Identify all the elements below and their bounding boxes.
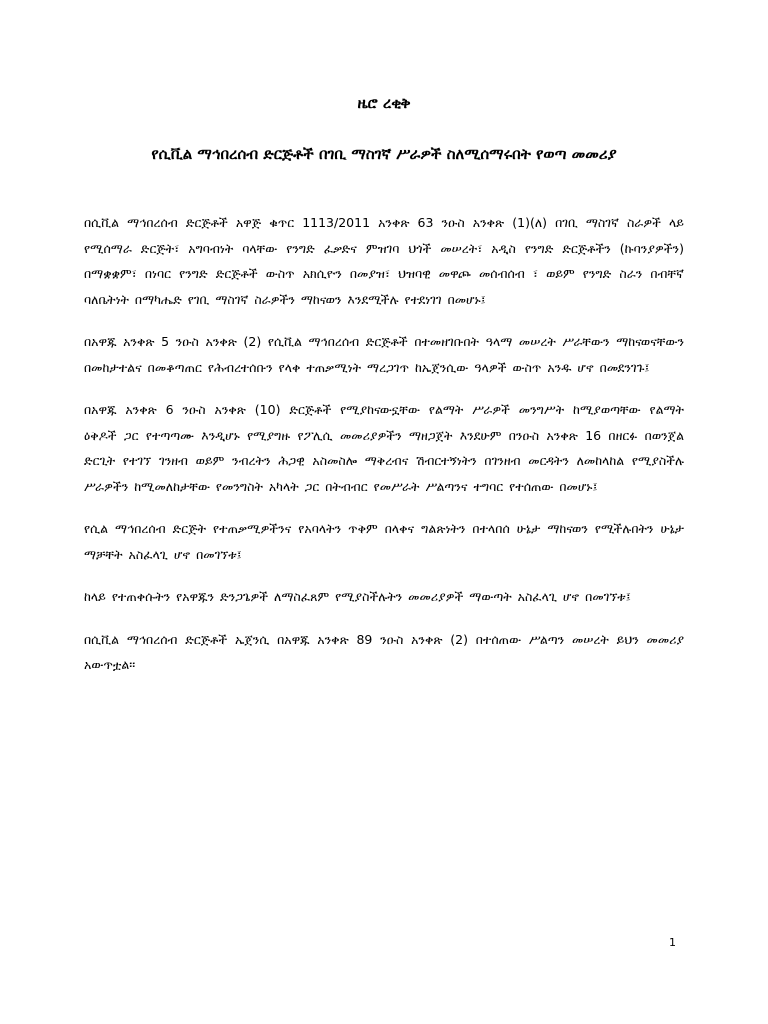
- document-body: [84, 210, 684, 695]
- document-title: ዜሮ ረቂቅ: [357, 94, 411, 112]
- document-subtitle: የሲቪል ማኅበረሰብ ድርጅቶች በገቢ ማስገኛ ሥራዎች ስለሚሰማሩበት የወጣ መመሪያ: [151, 145, 617, 163]
- paragraph-1: በሲቪል ማኅበረሰብ ድርጅቶች አዋጅ ቁጥር 1113/2011 አንቀጽ 63 ንዑስ አንቀጽ (1)(ለ) በገቢ ማስገኛ ስራዎች ላይ የሚሰማራ ድርጅት፣ አግባብነት ባላቸው የንግድ ፈቃድና ምዝገባ ህጎች መሠረት፣ አዲስ የንግድ ድርጅቶችን (ኩባንያዎችን) በማቋቋም፣ በነባር የንግድ ድርጅቶች ውስጥ አክሲዮን በመያዝ፣ ህዝባዊ መዋጮ መሰብሰብ ፣ ወይም የንግድ ስራን በብቸኛ ባለቤትነት በማካሔድ የገቢ ማስገኛ ስራዎችን ማከናወን እንደሚችሉ የተደነገገ በመሆኑ፤: [84, 215, 684, 307]
- page-number: 1: [669, 936, 676, 949]
- paragraph-3: በአዋጁ አንቀጽ 6 ንዑስ አንቀጽ (10) ድርጅቶች የሚያከናውኗቸው የልማት ሥራዎች መንግሥት ከሚያወጣቸው የልማት ዕቅዶች ጋር የተጣጣሙ እንዲሆኑ የሚያግዙ የፖሊሲ መመሪያዎችን ማዘጋጀት እንደሁም በንዑስ አንቀጽ 16 በዘርፉ በወንጀል ድርጊት የተገኘ ገንዘብ ወይም ንብረትን ሕጋዊ አስመስሎ ማቅረብና ሽብርተኝነትን በገንዘብ መርዳትን ለመከላከል የሚያስችሉ ሥራዎችን ከሚመለከታቸው የመንግስት አካላት ጋር በትብብር የመሥራት ሥልጣንና ተግባር የተሰጠው በመሆኑ፤: [84, 402, 684, 494]
- paragraph-4: የሲል ማኅበረሰብ ድርጅት የተጠቃሚዎችንና የአባላትን ጥቅም በላቀና ግልጽነትን በተላበሰ ሁኔታ ማከናወን የሚችሉበትን ሁኔታ ማቻቸት አስፈላጊ ሆኖ በመገኘቱ፤: [84, 521, 684, 562]
- paragraph-5: ከላይ የተጠቀሱትን የአዋጁን ድንጋጌዎች ለማስፈጸም የሚያስችሉትን መመሪያዎች ማውጣት አስፈላጊ ሆኖ በመገኘቱ፤: [84, 589, 631, 604]
- paragraph-2: በአዋጁ አንቀጽ 5 ንዑስ አንቀጽ (2) የሲቪል ማኅበረሰብ ድርጅቶች በተመዘገቡበት ዓላማ መሠረት ሥራቸውን ማከናወናቸውን በመከታተልና በመቆጣጠር የሕብረተሰቡን የላቀ ተጠቃሚነት ማረጋገጥ ከኤጀንሲው ዓላዎች ውስጥ አንዱ ሆኖ በመደንገጉ፤: [84, 334, 684, 375]
- paragraph-6: በሲቪል ማኅበረሰብ ድርጅቶች ኤጀንሲ በአዋጁ አንቀጽ 89 ንዑስ አንቀጽ (2) በተሰጠው ሥልጣን መሠረት ይህን መመሪያ አውጥቷል፡፡: [84, 631, 684, 672]
